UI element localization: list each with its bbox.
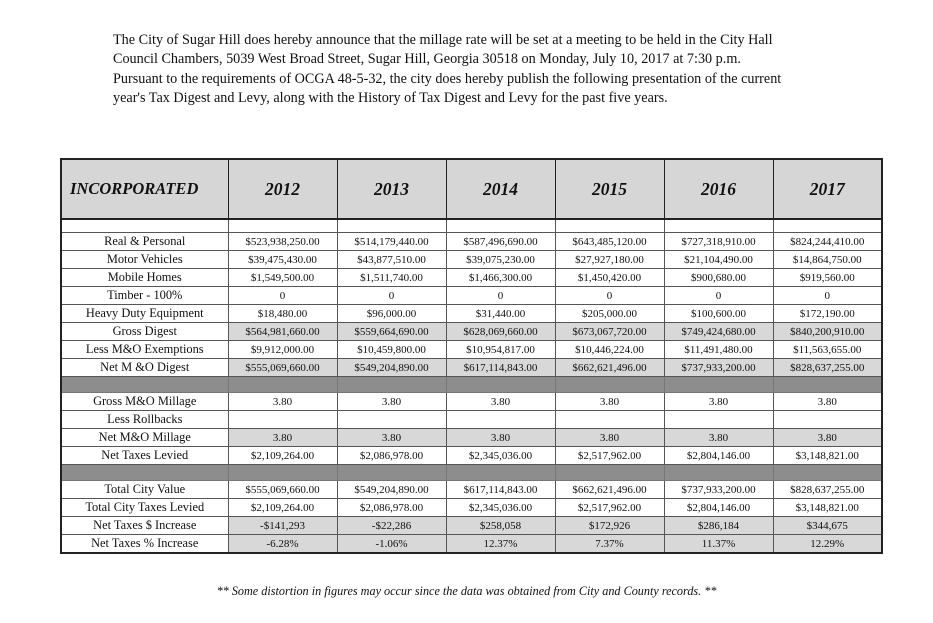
year-header: 2017 bbox=[773, 159, 882, 219]
value-cell: $14,864,750.00 bbox=[773, 251, 882, 269]
value-cell bbox=[664, 411, 773, 429]
value-cell: $205,000.00 bbox=[555, 305, 664, 323]
value-cell: $555,069,660.00 bbox=[228, 359, 337, 377]
value-cell: $172,190.00 bbox=[773, 305, 882, 323]
value-cell: $100,600.00 bbox=[664, 305, 773, 323]
row-label: Gross M&O Millage bbox=[61, 393, 228, 411]
value-cell: 3.80 bbox=[773, 393, 882, 411]
year-header: 2015 bbox=[555, 159, 664, 219]
value-cell: $27,927,180.00 bbox=[555, 251, 664, 269]
value-cell: 3.80 bbox=[664, 429, 773, 447]
value-cell: $727,318,910.00 bbox=[664, 233, 773, 251]
value-cell: $2,109,264.00 bbox=[228, 499, 337, 517]
incorporated-header: INCORPORATED bbox=[61, 159, 228, 219]
value-cell: $18,480.00 bbox=[228, 305, 337, 323]
value-cell: $662,621,496.00 bbox=[555, 359, 664, 377]
row-label: Gross Digest bbox=[61, 323, 228, 341]
section-divider-band bbox=[61, 377, 882, 393]
announcement-paragraph: The City of Sugar Hill does hereby announce that the millage rate will be set at a meeting to be held in the City Hall Council Chambers, 5039 West Broad Street, Sugar Hill, Georgia 30518 on Monday, July 10, 2017 at 7:30 p.m. Pursuant to the requirements of OCGA 48-5-32, the city does hereby publish the following presentation of the current year's Tax Digest and Levy, along with the History of Tax Digest and Levy for the past five years. bbox=[113, 32, 782, 107]
row-label: Net Taxes % Increase bbox=[61, 535, 228, 554]
row-label: Heavy Duty Equipment bbox=[61, 305, 228, 323]
table-row bbox=[61, 429, 882, 447]
spacer-row bbox=[61, 219, 882, 233]
table-row bbox=[61, 305, 882, 323]
value-cell: $10,954,817.00 bbox=[446, 341, 555, 359]
value-cell bbox=[555, 411, 664, 429]
year-header: 2012 bbox=[228, 159, 337, 219]
value-cell: $258,058 bbox=[446, 517, 555, 535]
value-cell: $549,204,890.00 bbox=[337, 359, 446, 377]
digest-section bbox=[61, 233, 882, 377]
value-cell: $96,000.00 bbox=[337, 305, 446, 323]
value-cell: $737,933,200.00 bbox=[664, 359, 773, 377]
value-cell: $344,675 bbox=[773, 517, 882, 535]
row-label: Net M &O Digest bbox=[61, 359, 228, 377]
row-label: Motor Vehicles bbox=[61, 251, 228, 269]
value-cell: 12.37% bbox=[446, 535, 555, 554]
row-label: Mobile Homes bbox=[61, 269, 228, 287]
value-cell bbox=[337, 411, 446, 429]
value-cell: 3.80 bbox=[555, 429, 664, 447]
row-label: Net M&O Millage bbox=[61, 429, 228, 447]
value-cell: -1.06% bbox=[337, 535, 446, 554]
row-label: Net Taxes $ Increase bbox=[61, 517, 228, 535]
value-cell: $900,680.00 bbox=[664, 269, 773, 287]
value-cell: -$22,286 bbox=[337, 517, 446, 535]
value-cell: $39,075,230.00 bbox=[446, 251, 555, 269]
value-cell: $919,560.00 bbox=[773, 269, 882, 287]
value-cell: $662,621,496.00 bbox=[555, 481, 664, 499]
row-label: Less M&O Exemptions bbox=[61, 341, 228, 359]
value-cell: $523,938,250.00 bbox=[228, 233, 337, 251]
value-cell bbox=[228, 411, 337, 429]
value-cell: $2,517,962.00 bbox=[555, 499, 664, 517]
value-cell: $11,491,480.00 bbox=[664, 341, 773, 359]
table-row bbox=[61, 481, 882, 499]
value-cell: $1,466,300.00 bbox=[446, 269, 555, 287]
value-cell: 0 bbox=[337, 287, 446, 305]
value-cell: 3.80 bbox=[337, 429, 446, 447]
value-cell: $2,345,036.00 bbox=[446, 499, 555, 517]
value-cell: $643,485,120.00 bbox=[555, 233, 664, 251]
value-cell: 3.80 bbox=[555, 393, 664, 411]
value-cell: $31,440.00 bbox=[446, 305, 555, 323]
value-cell: 3.80 bbox=[228, 429, 337, 447]
table-row bbox=[61, 393, 882, 411]
value-cell: $3,148,821.00 bbox=[773, 447, 882, 465]
value-cell: $628,069,660.00 bbox=[446, 323, 555, 341]
section-divider-band bbox=[61, 465, 882, 481]
table-row bbox=[61, 499, 882, 517]
table-row bbox=[61, 517, 882, 535]
value-cell: $673,067,720.00 bbox=[555, 323, 664, 341]
value-cell: 3.80 bbox=[773, 429, 882, 447]
value-cell: $10,459,800.00 bbox=[337, 341, 446, 359]
value-cell: $3,148,821.00 bbox=[773, 499, 882, 517]
value-cell: $10,446,224.00 bbox=[555, 341, 664, 359]
value-cell: $824,244,410.00 bbox=[773, 233, 882, 251]
value-cell: $43,877,510.00 bbox=[337, 251, 446, 269]
value-cell: $514,179,440.00 bbox=[337, 233, 446, 251]
value-cell: $286,184 bbox=[664, 517, 773, 535]
row-label: Net Taxes Levied bbox=[61, 447, 228, 465]
value-cell: 3.80 bbox=[337, 393, 446, 411]
value-cell: 0 bbox=[664, 287, 773, 305]
table-header-row bbox=[61, 159, 882, 219]
row-label: Total City Value bbox=[61, 481, 228, 499]
value-cell: $2,086,978.00 bbox=[337, 447, 446, 465]
value-cell: $2,804,146.00 bbox=[664, 447, 773, 465]
value-cell: $828,637,255.00 bbox=[773, 481, 882, 499]
value-cell: 3.80 bbox=[664, 393, 773, 411]
row-label: Less Rollbacks bbox=[61, 411, 228, 429]
table-row bbox=[61, 233, 882, 251]
value-cell: $749,424,680.00 bbox=[664, 323, 773, 341]
table-row bbox=[61, 447, 882, 465]
value-cell: $840,200,910.00 bbox=[773, 323, 882, 341]
table-row bbox=[61, 269, 882, 287]
value-cell: 12.29% bbox=[773, 535, 882, 554]
value-cell: $9,912,000.00 bbox=[228, 341, 337, 359]
value-cell: $555,069,660.00 bbox=[228, 481, 337, 499]
footnote: ** Some distortion in figures may occur since the data was obtained from City and County records. ** bbox=[216, 584, 717, 598]
value-cell: $1,511,740.00 bbox=[337, 269, 446, 287]
value-cell: $2,109,264.00 bbox=[228, 447, 337, 465]
value-cell: 0 bbox=[228, 287, 337, 305]
value-cell: -$141,293 bbox=[228, 517, 337, 535]
value-cell: $21,104,490.00 bbox=[664, 251, 773, 269]
value-cell: 3.80 bbox=[228, 393, 337, 411]
value-cell: $172,926 bbox=[555, 517, 664, 535]
table-row bbox=[61, 287, 882, 305]
year-header: 2016 bbox=[664, 159, 773, 219]
table-row bbox=[61, 323, 882, 341]
value-cell: 3.80 bbox=[446, 429, 555, 447]
table-row bbox=[61, 359, 882, 377]
value-cell: -6.28% bbox=[228, 535, 337, 554]
value-cell: 3.80 bbox=[446, 393, 555, 411]
value-cell: 0 bbox=[773, 287, 882, 305]
value-cell: $587,496,690.00 bbox=[446, 233, 555, 251]
value-cell: $617,114,843.00 bbox=[446, 481, 555, 499]
table-row bbox=[61, 251, 882, 269]
value-cell: $617,114,843.00 bbox=[446, 359, 555, 377]
value-cell: $2,086,978.00 bbox=[337, 499, 446, 517]
value-cell bbox=[446, 411, 555, 429]
table-row bbox=[61, 535, 882, 554]
value-cell: $549,204,890.00 bbox=[337, 481, 446, 499]
row-label: Total City Taxes Levied bbox=[61, 499, 228, 517]
year-header: 2013 bbox=[337, 159, 446, 219]
table-row bbox=[61, 411, 882, 429]
summary-section bbox=[61, 481, 882, 554]
value-cell: $11,563,655.00 bbox=[773, 341, 882, 359]
value-cell: $39,475,430.00 bbox=[228, 251, 337, 269]
value-cell bbox=[773, 411, 882, 429]
value-cell: $737,933,200.00 bbox=[664, 481, 773, 499]
row-label: Real & Personal bbox=[61, 233, 228, 251]
millage-section bbox=[61, 393, 882, 465]
value-cell: $2,517,962.00 bbox=[555, 447, 664, 465]
row-label: Timber - 100% bbox=[61, 287, 228, 305]
value-cell: $1,549,500.00 bbox=[228, 269, 337, 287]
value-cell: $1,450,420.00 bbox=[555, 269, 664, 287]
year-header: 2014 bbox=[446, 159, 555, 219]
value-cell: $828,637,255.00 bbox=[773, 359, 882, 377]
value-cell: 7.37% bbox=[555, 535, 664, 554]
tax-digest-table bbox=[60, 158, 883, 554]
table-row bbox=[61, 341, 882, 359]
value-cell: $2,804,146.00 bbox=[664, 499, 773, 517]
value-cell: 11.37% bbox=[664, 535, 773, 554]
value-cell: 0 bbox=[555, 287, 664, 305]
value-cell: $564,981,660.00 bbox=[228, 323, 337, 341]
value-cell: $2,345,036.00 bbox=[446, 447, 555, 465]
value-cell: 0 bbox=[446, 287, 555, 305]
value-cell: $559,664,690.00 bbox=[337, 323, 446, 341]
